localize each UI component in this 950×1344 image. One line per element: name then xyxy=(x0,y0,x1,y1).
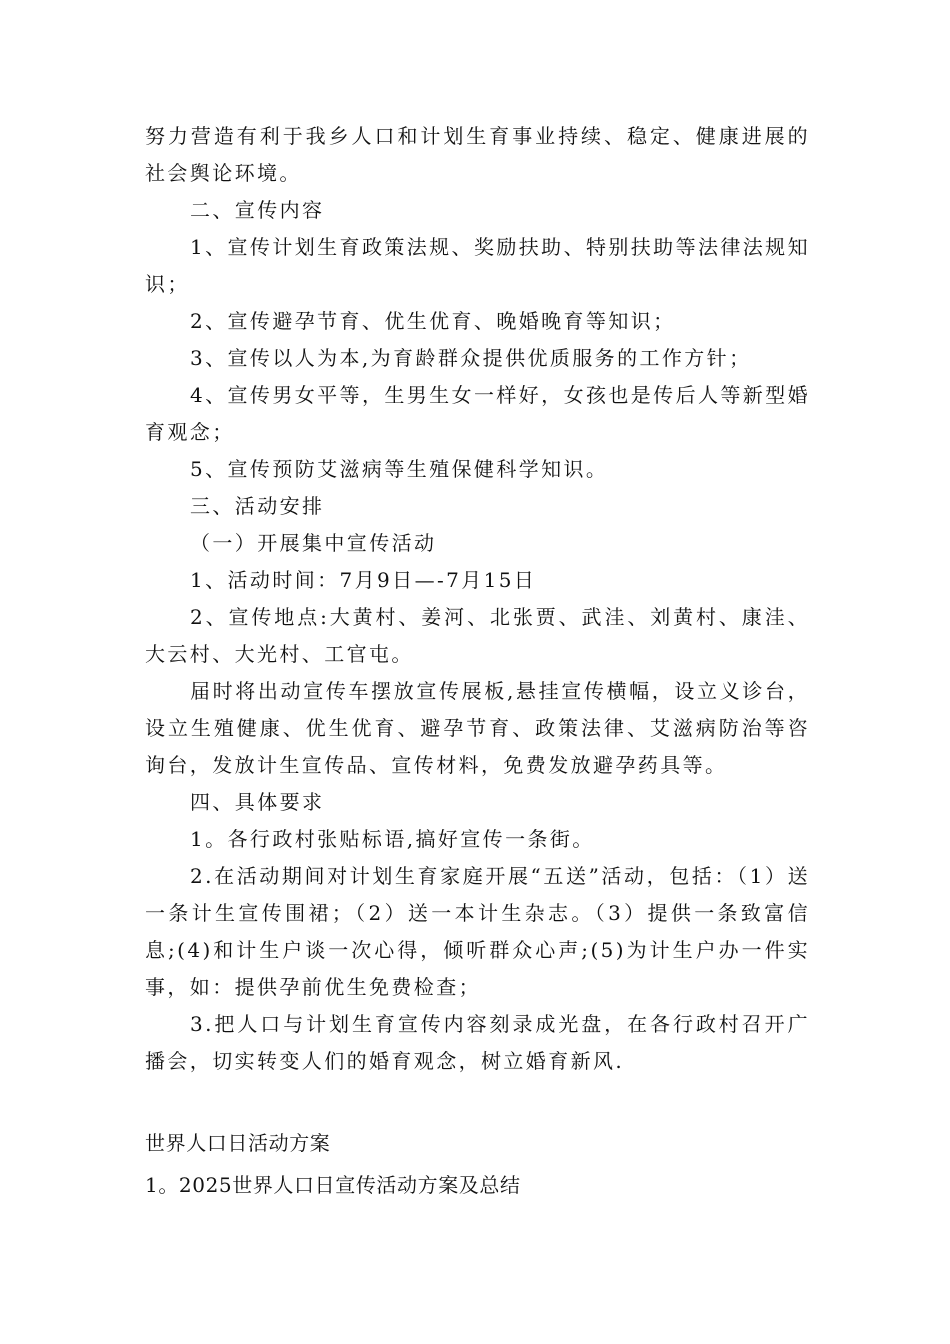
related-documents-title: 世界人口日活动方案 xyxy=(145,1131,331,1155)
paragraph-activity-details: 届时将出动宣传车摆放宣传展板,悬挂宣传横幅，设立义诊台，设立生殖健康、优生优育、避孕节育、政策法律、艾滋病防治等咨询台，发放计生宣传品、宣传材料，免费发放避孕药具等。 xyxy=(145,679,810,777)
list-item-aids-prevention: 5、宣传预防艾滋病等生殖保健科学知识。 xyxy=(190,457,609,481)
related-document-link[interactable]: 1。2025世界人口日宣传活动方案及总结 xyxy=(145,1173,521,1197)
section-heading-publicity-content: 二、宣传内容 xyxy=(190,198,325,222)
document-body xyxy=(145,118,810,1080)
related-documents xyxy=(145,1122,810,1206)
list-item-slogans: 1。各行政村张贴标语,搞好宣传一条街。 xyxy=(190,827,595,851)
list-item-gender-equality: 4、宣传男女平等，生男生女一样好，女孩也是传后人等新型婚育观念； xyxy=(145,383,810,444)
paragraph-intro-continuation: 努力营造有利于我乡人口和计划生育事业持续、稳定、健康进展的社会舆论环境。 xyxy=(145,124,810,185)
list-item-activity-time: 1、活动时间：7月9日—-7月15日 xyxy=(190,568,537,592)
subsection-heading-centralized-activity: （一）开展集中宣传活动 xyxy=(190,531,437,555)
list-item-contraception-knowledge: 2、宣传避孕节育、优生优育、晚婚晚育等知识； xyxy=(190,309,676,333)
section-heading-specific-requirements: 四、具体要求 xyxy=(190,790,325,814)
list-item-broadcast-meetings: 3.把人口与计划生育宣传内容刻录成光盘，在各行政村召开广播会，切实转变人们的婚育观念，树立婚育新风. xyxy=(145,1012,810,1073)
list-item-five-deliveries: 2.在活动期间对计划生育家庭开展“五送”活动，包括：（1）送一条计生宣传围裙；（2）送一本计生杂志。（3）提供一条致富信息;(4)和计生户谈一次心得，倾听群众心声;(5)为计生户办一件实事，如：提供孕前优生免费检查； xyxy=(145,864,810,999)
list-item-policy-regulations: 1、宣传计划生育政策法规、奖励扶助、特别扶助等法律法规知识； xyxy=(145,235,810,296)
section-heading-activity-arrangement: 三、活动安排 xyxy=(190,494,325,518)
list-item-activity-locations: 2、宣传地点:大黄村、姜河、北张贾、武洼、刘黄村、康洼、大云村、大光村、工官屯。 xyxy=(145,605,810,666)
list-item-service-policy: 3、宣传以人为本,为育龄群众提供优质服务的工作方针； xyxy=(190,346,752,370)
